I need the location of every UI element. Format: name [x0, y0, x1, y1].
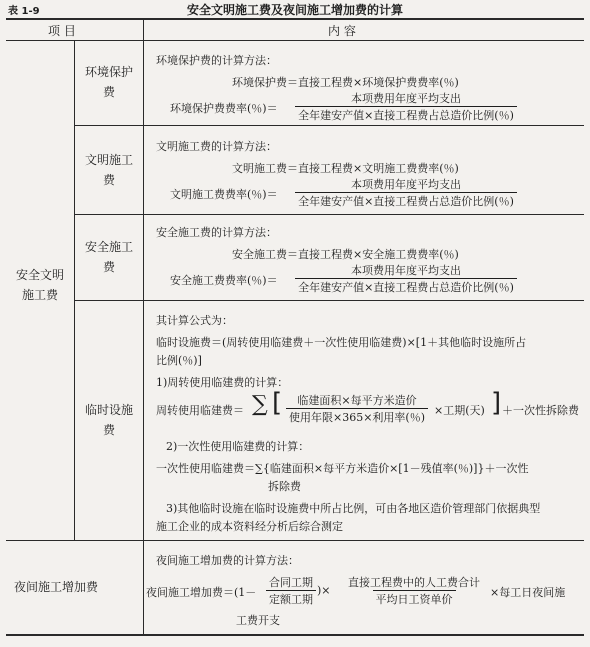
temp-step-1-title: 1)周转使用临建费的计算： — [156, 376, 289, 389]
category-civil-label: 文明施工费 — [84, 153, 133, 187]
temp-step-1-lhs: 周转使用临建费＝ — [156, 404, 244, 417]
safety-formula-2-lhs: 安全施工费费率(％)＝ — [170, 274, 278, 287]
night-fraction-2-numerator: 直接工程费中的人工费合计 — [348, 576, 480, 589]
category-safety-civil-label: 安全文明施工费 — [15, 268, 64, 302]
env-formula-2-lhs: 环境保护费费率(％)＝ — [170, 102, 278, 115]
temp-fraction-numerator: 临建面积×每平方米造价 — [297, 394, 417, 407]
temp-formula-line-1: 临时设施费＝(周转使用临建费＋一次性使用临建费)×[1＋其他临时设施所占 — [156, 336, 527, 349]
env-formula-1: 环境保护费＝直接工程费×环境保护费费率(％) — [232, 76, 459, 89]
safety-formula-1: 安全施工费＝直接工程费×安全施工费费率(％) — [232, 248, 459, 261]
top-rule — [6, 18, 584, 20]
temp-step-1-tail: ＋一次性拆除费 — [502, 404, 579, 417]
table-number: 表 1-9 — [8, 6, 40, 17]
category-env-label: 环境保护费 — [84, 65, 133, 99]
temp-step-1-days: ×工期(天) — [434, 404, 485, 417]
category-safety-label: 安全施工费 — [84, 240, 133, 274]
rule-civil-safety — [74, 214, 584, 215]
column-header-content: 内 容 — [328, 24, 356, 38]
temp-fraction-denominator: 使用年限×365×利用率(％) — [286, 408, 428, 425]
temp-step-2-line-2: 拆除费 — [268, 480, 301, 493]
bottom-rule — [6, 634, 584, 636]
night-formula-lhs: 夜间施工增加费＝(1－ — [146, 586, 257, 599]
table-title: 安全文明施工费及夜间施工增加费的计算 — [186, 3, 403, 17]
temp-formula-line-2: 比例(％)] — [156, 354, 202, 367]
civil-formula-1: 文明施工费＝直接工程费×文明施工费费率(％) — [232, 162, 459, 175]
sigma-symbol: ∑ — [252, 392, 268, 417]
column-header-item: 项 目 — [48, 24, 76, 38]
left-bracket: [ — [272, 388, 283, 418]
civil-formula-2-lhs: 文明施工费费率(％)＝ — [170, 188, 278, 201]
category-env — [84, 62, 134, 102]
temp-step-2-line-1: 一次性使用临建费＝∑{临建面积×每平方米造价×[1－残值率(％)]}＋一次性 — [156, 462, 529, 475]
safety-fraction-numerator: 本项费用年度平均支出 — [351, 264, 461, 277]
category-temp — [84, 400, 134, 440]
rule-safety-temp — [74, 300, 584, 301]
col-divider-main — [143, 18, 144, 635]
safety-fraction-denominator: 全年建安产值×直接工程费占总造价比例(％) — [295, 278, 517, 295]
category-night: 夜间施工增加费 — [14, 580, 99, 594]
safety-formula-2-fraction — [288, 262, 524, 295]
temp-step-2-title: 2)一次性使用临建费的计算： — [166, 440, 310, 453]
header-rule — [6, 40, 584, 41]
right-bracket: ] — [491, 388, 502, 418]
temp-intro: 其计算公式为： — [156, 314, 233, 327]
category-safety — [84, 237, 134, 277]
category-safety-civil — [12, 265, 68, 305]
category-temp-label: 临时设施费 — [84, 403, 133, 437]
night-fraction-1-denominator: 定额工期 — [266, 590, 316, 607]
temp-step-3-line-2: 施工企业的成本资料经分析后综合测定 — [156, 520, 343, 533]
night-fraction-1 — [265, 574, 317, 607]
env-fraction-denominator: 全年建安产值×直接工程费占总造价比例(％) — [295, 106, 517, 123]
civil-fraction-numerator: 本项费用年度平均支出 — [351, 178, 461, 191]
night-fraction-1-numerator: 合同工期 — [269, 576, 313, 589]
night-fraction-2-denominator: 平均日工资单价 — [373, 590, 456, 607]
night-formula-tail-2: 工费开支 — [236, 614, 280, 627]
temp-step-1-fraction — [282, 392, 432, 425]
civil-formula-2-fraction — [288, 176, 524, 209]
civil-fraction-denominator: 全年建安产值×直接工程费占总造价比例(％) — [295, 192, 517, 209]
civil-intro: 文明施工费的计算方法： — [156, 140, 277, 153]
night-formula-tail: ×每工日夜间施 — [490, 586, 566, 599]
night-formula-mid: )× — [317, 584, 331, 597]
rule-safety-night — [6, 540, 584, 541]
night-intro: 夜间施工增加费的计算方法： — [156, 554, 299, 567]
env-intro: 环境保护费的计算方法： — [156, 54, 277, 67]
col-divider-sub — [74, 40, 75, 540]
safety-intro: 安全施工费的计算方法： — [156, 226, 277, 239]
temp-step-3-line-1: 3)其他临时设施在临时设施费中所占比例，可由各地区造价管理部门依据典型 — [166, 502, 541, 515]
env-formula-2-fraction — [288, 90, 524, 123]
night-fraction-2 — [338, 574, 490, 607]
rule-env-civil — [74, 125, 584, 126]
env-fraction-numerator: 本项费用年度平均支出 — [351, 92, 461, 105]
category-civil — [84, 150, 134, 190]
